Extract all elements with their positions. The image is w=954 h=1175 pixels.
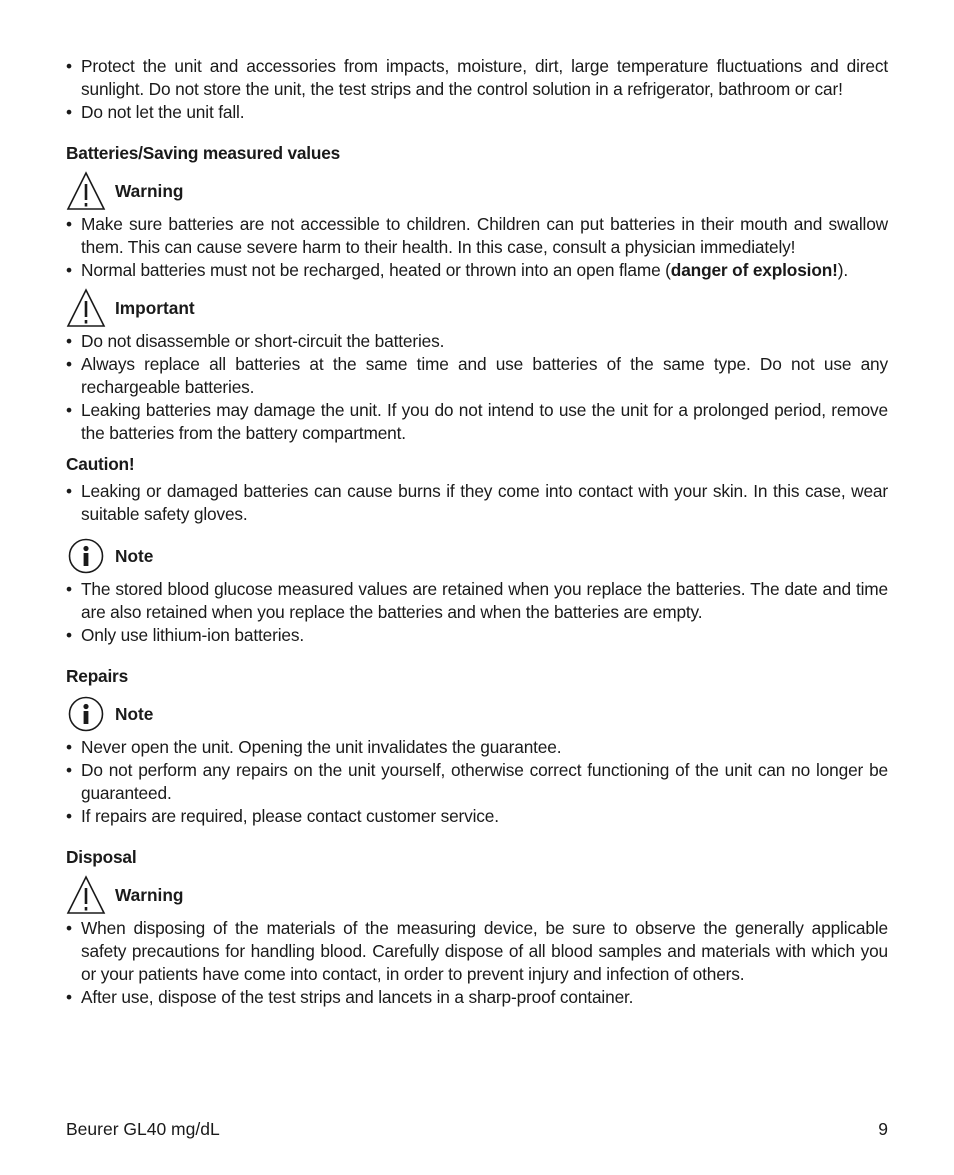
caution-heading: Caution! (66, 454, 135, 474)
warning-notice (66, 873, 888, 917)
list-item: • Leaking or damaged batteries can cause burns if they come into contact with your skin. In this case, wear suitable safety gloves. (66, 480, 888, 526)
list-item: • Only use lithium-ion batteries. (66, 624, 888, 647)
list-item: • Always replace all batteries at the same time and use batteries of the same type. Do not use any rechargeable batteries. (66, 353, 888, 399)
list-item: • If repairs are required, please contact customer service. (66, 805, 888, 828)
note-notice (66, 692, 888, 736)
list-item: • Never open the unit. Opening the unit invalidates the guarantee. (66, 736, 888, 759)
list-item: • Leaking batteries may damage the unit. If you do not intend to use the unit for a prolonged period, remove the batteries from the battery compartment. (66, 399, 888, 445)
footer-product-name: Beurer GL40 mg/dL (66, 1119, 220, 1139)
disposal-list (66, 917, 888, 1009)
notice-label: Warning (115, 884, 184, 905)
list-item (66, 259, 888, 282)
list-item-text: Normal batteries must not be recharged, heated or thrown into an open flame ( (81, 260, 671, 280)
notice-label: Note (115, 545, 154, 566)
info-circle-icon (66, 693, 106, 735)
note-notice (66, 534, 888, 578)
manual-page (66, 55, 888, 1009)
notice-label: Warning (115, 180, 184, 201)
warning-notice (66, 169, 888, 213)
notice-label: Note (115, 703, 154, 724)
section-heading-repairs: Repairs (66, 666, 128, 686)
list-item: • When disposing of the materials of the measuring device, be sure to observe the generally applicable safety precautions for handling blood. Carefully dispose of all blood samples and materials with which you or your patients have come into contact, in order to prevent injury and infection of others. (66, 917, 888, 986)
list-item-text: ). (837, 260, 849, 280)
list-item: • Do not perform any repairs on the unit yourself, otherwise correct functioning of the unit can no longer be guaranteed. (66, 759, 888, 805)
repairs-list (66, 736, 888, 828)
note-list (66, 578, 888, 647)
list-item: • Do not disassemble or short-circuit the batteries. (66, 330, 888, 353)
warning-triangle-icon (66, 287, 106, 329)
danger-emphasis: danger of explosion! (670, 260, 838, 280)
page-number: 9 (878, 1119, 888, 1139)
important-list (66, 330, 888, 445)
section-heading-disposal: Disposal (66, 847, 137, 867)
info-circle-icon (66, 535, 106, 577)
warning-triangle-icon (66, 170, 106, 212)
page-footer (66, 1119, 888, 1140)
list-item: • Make sure batteries are not accessible to children. Children can put batteries in their mouth and swallow them. This can cause severe harm to their health. In this case, consult a physician immediately! (66, 213, 888, 259)
important-notice (66, 286, 888, 330)
warning-triangle-icon (66, 874, 106, 916)
caution-list (66, 480, 888, 526)
intro-list (66, 55, 888, 124)
list-item: • After use, dispose of the test strips and lancets in a sharp-proof container. (66, 986, 888, 1009)
list-item: • Protect the unit and accessories from impacts, moisture, dirt, large temperature fluctuations and direct sunlight. Do not store the unit, the test strips and the control solution in a refrigerator, bathroom or car! (66, 55, 888, 101)
list-item: • The stored blood glucose measured values are retained when you replace the batteries. The date and time are also retained when you replace the batteries and when the batteries are empty. (66, 578, 888, 624)
warning-list (66, 213, 888, 282)
section-heading-batteries: Batteries/Saving measured values (66, 143, 341, 163)
notice-label: Important (115, 297, 195, 318)
list-item: • Do not let the unit fall. (66, 101, 888, 124)
